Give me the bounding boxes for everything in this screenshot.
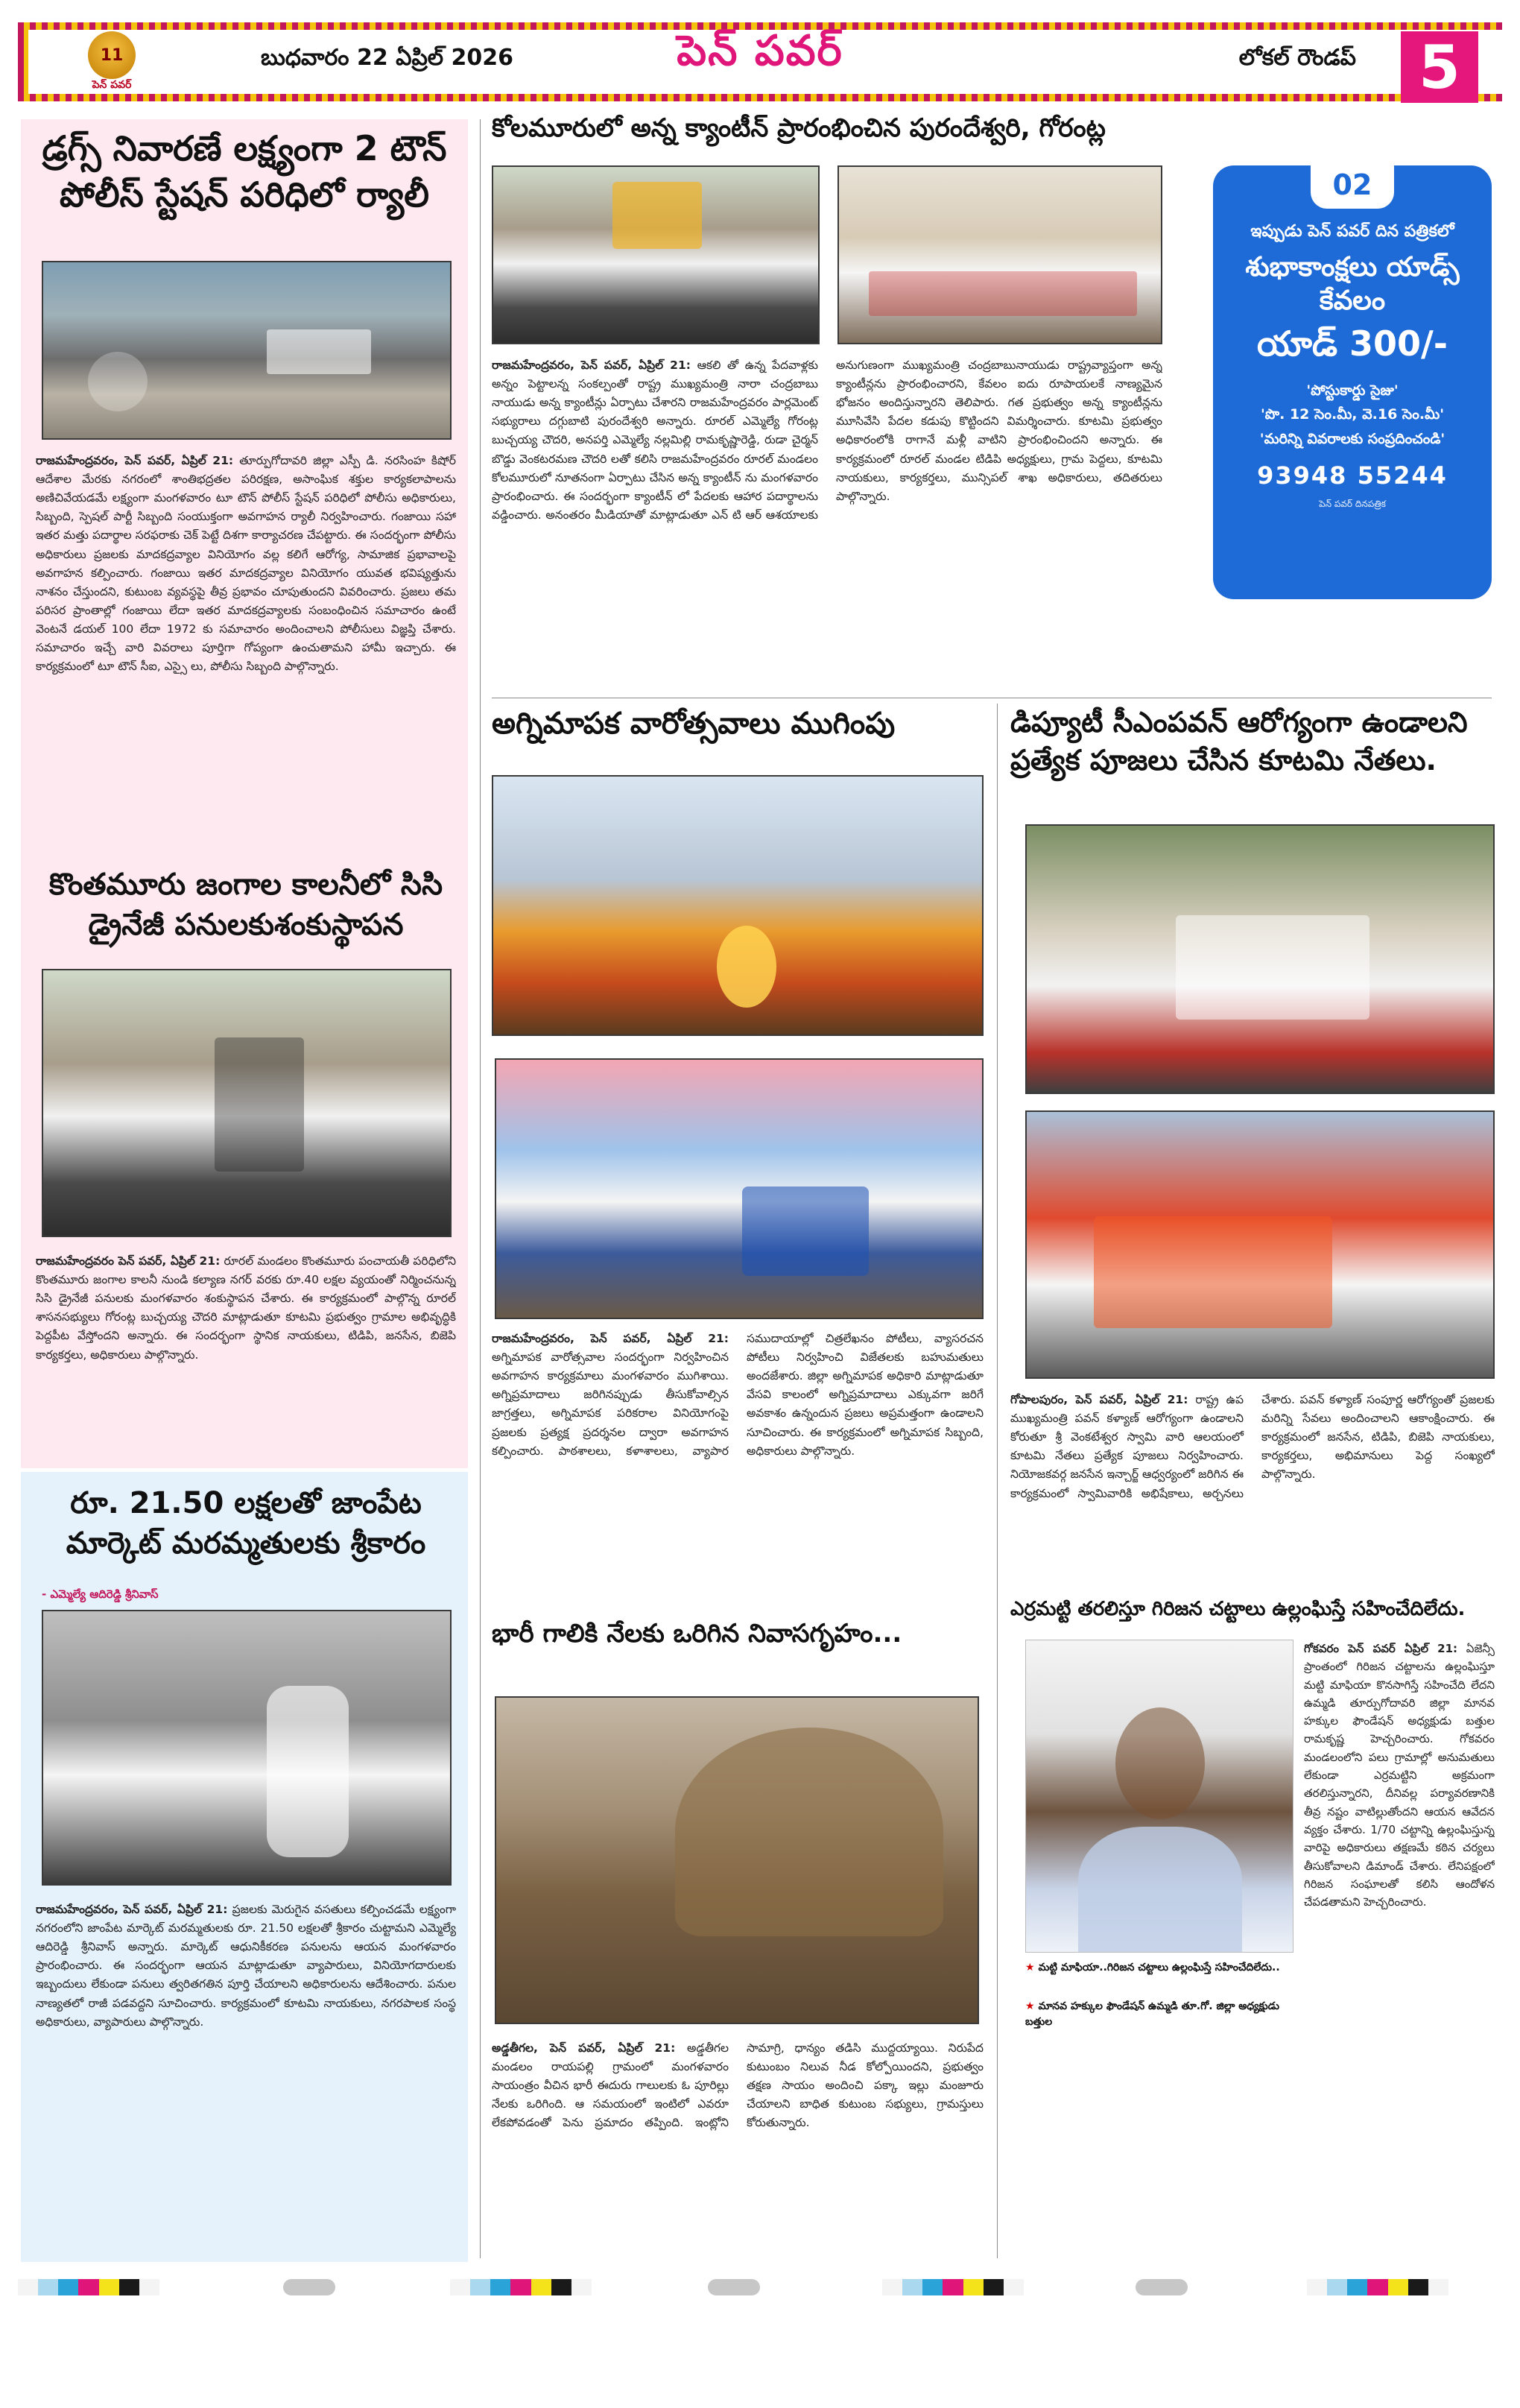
- pooja-photo-2: [1025, 1110, 1495, 1379]
- hut-collapse-body: [492, 2039, 984, 2255]
- tribal-laws-caption-1: [1025, 1960, 1293, 1997]
- hut-collapse-photo: [495, 1696, 979, 2024]
- color-swatch: [78, 2279, 98, 2295]
- wishes-advertisement[interactable]: [1213, 165, 1492, 599]
- tribal-laws-dateline: గోకవరం పెన్ పవర్ ఏప్రిల్ 21:: [1304, 1642, 1458, 1655]
- pooja-text: రాష్ట్ర ఉప ముఖ్యమంత్రి పవన్ కళ్యాణ్ ఆరోగ్యంగా ఉండాలని కోరుతూ శ్రీ వెంకటేశ్వర స్వామి వారి ఆలయంలో కూటమి నేతలు ప్రత్యేక పూజలు నిర్వహించారు. నియోజకవర్గ జనసేన ఇన్చార్జ్ ఆధ్వర్యంలో జరిగిన ఈ కార్యక్రమంలో స్వామివారికి అభిషేకాలు, అర్చనలు చేశారు. పవన్ కళ్యాణ్ సంపూర్ణ ఆరోగ్యంతో ప్రజలకు మరిన్ని సేవలు అందించాలని ఆకాంక్షించారు. ఈ కార్యక్రమంలో జనసేన, టిడిపి, బిజెపి నాయకులు, కార్యకర్తలు, అభిమానులు పెద్ద సంఖ్యలో పాల్గొన్నారు.: [1010, 1393, 1495, 1500]
- color-swatch: [551, 2279, 571, 2295]
- anna-canteen-text: ఆకలి తో ఉన్న పేదవాళ్లకు అన్నం పెట్టాలన్న సంకల్పంతో రాష్ట్ర ముఖ్యమంత్రి నారా చంద్రబాబు నాయుడు అన్న క్యాంటీన్లు ఏర్పాటు చేశారని రాజమహేంద్రవరం పార్లమెంట్ సభ్యురాలు దగ్గుబాటి పురందేశ్వరి అన్నారు. రూరల్ ఎమ్మెల్యే గోరంట్ల బుచ్చయ్య చౌదరి, అనపర్తి ఎమ్మెల్యే నల్లమిల్లి రామకృష్ణారెడ్డి, రుడా చైర్మన్ బొడ్డు వెంకటరమణ చౌదరి లతో కలిసి రాజమహేంద్రవరం రూరల్ మండలం కోలమూరులో నూతనంగా ఏర్పాటు చేసిన అన్న క్యాంటీన్ ను మంగళవారం ప్రారంభించారు. ఈ సందర్భంగా క్యాంటీన్ లో పేదలకు ఆహార పదార్థాలను వడ్డించారు. అనంతరం మీడియాతో మాట్లాడుతూ ఎన్ టి ఆర్ ఆశయాలకు అనుగుణంగా ముఖ్యమంత్రి చంద్రబాబునాయుడు రాష్ట్రవ్యాప్తంగా అన్న క్యాంటీన్లను ప్రారంభించారని, కేవలం ఐదు రూపాయలకే నాణ్యమైన భోజనం అందిస్తున్నారని తెలిపారు. గత ప్రభుత్వం అన్న క్యాంటీన్లను మూసివేసి పేదల కడుపు కొట్టిందని విమర్శించారు. కూటమి ప్రభుత్వం అధికారంలోకి రాగానే మళ్లీ వాటిని ప్రారంభించిందని అన్నారు. ఈ కార్యక్రమంలో రూరల్ మండల టిడిపి అధ్యక్షులు, గ్రామ పెద్దలు, కూటమి నాయకులు, కార్యకర్తలు, మున్సిపల్ శాఖ అధికారులు, తదితరులు పాల్గొన్నారు.: [492, 358, 1162, 522]
- paper-title: పెన్ పవర్: [677, 27, 843, 75]
- color-swatch: [1347, 2279, 1367, 2295]
- fire-week-photo-1: [492, 775, 984, 1036]
- color-swatch: [1327, 2279, 1347, 2295]
- tribal-laws-headline: ఎర్రమట్టి తరలిస్తూ గిరిజన చట్టాలు ఉల్లంఘిస్తే సహించేదిలేదు.: [1010, 1598, 1466, 1620]
- color-swatch: [902, 2279, 922, 2295]
- color-bar-3: [882, 2279, 1024, 2295]
- drainage-dateline: రాజమహేంద్రవరం పెన్ పవర్, ఏప్రిల్ 21:: [36, 1254, 221, 1268]
- color-swatch: [882, 2279, 902, 2295]
- color-swatch: [1307, 2279, 1327, 2295]
- color-bar-1: [18, 2279, 159, 2295]
- caption-1-text: మట్టి మాఫియా..గిరిజన చట్టాలు ఉల్లంఘిస్తే సహించేదిలేదు..: [1038, 1962, 1280, 1974]
- tribal-laws-body: [1304, 1640, 1495, 2251]
- color-swatch: [470, 2279, 490, 2295]
- market-byline: - ఎమ్మెల్యే ఆదిరెడ్డి శ్రీనివాస్: [42, 1587, 159, 1601]
- color-swatch: [18, 2279, 38, 2295]
- color-swatch: [922, 2279, 943, 2295]
- anna-canteen-headline: కోలమూరులో అన్న క్యాంటీన్ ప్రారంభించిన పురందేశ్వరి, గోరంట్ల: [492, 113, 1106, 143]
- tribal-laws-caption-2: [1025, 1999, 1293, 2036]
- anna-canteen-photo-2: [837, 165, 1162, 344]
- color-swatch: [119, 2279, 139, 2295]
- masthead-left-stripe: [18, 22, 28, 101]
- register-pill-1: [283, 2279, 335, 2295]
- market-headline: రూ. 21.50 లక్షలతో జాంపేట మార్కెట్ మరమ్మతులకు శ్రీకారం: [66, 1486, 426, 1561]
- center-right-rule: [997, 704, 998, 2258]
- fire-week-body: [492, 1330, 984, 1613]
- masthead-bottom-stripe: [18, 94, 1502, 101]
- market-body: [36, 1900, 456, 2251]
- color-swatch: [510, 2279, 531, 2295]
- hut-collapse-dateline: అడ్డతీగల, పెన్ పవర్, ఏప్రిల్ 21:: [492, 2041, 676, 2055]
- color-swatch: [571, 2279, 592, 2295]
- bullet-star-icon: ★: [1025, 1962, 1039, 1974]
- market-photo: [42, 1610, 452, 1886]
- color-swatch: [1408, 2279, 1428, 2295]
- drugs-rally-text: తూర్పుగోదావరి జిల్లా ఎస్పీ డి. నరసింహ కిషోర్ ఆదేశాల మేరకు నగరంలో శాంతిభద్రతల పరిరక్షణ, అసాంఘిక శక్తుల కార్యకలాపాలను అణిచివేయడమే లక్ష్యంగా మంగళవారం టూ టౌన్ పోలీస్ స్టేషన్ పరిధిలో పోలీసు అధికారులు, సిబ్బంది, స్పెషల్ పార్టీ సిబ్బంది సంయుక్తంగా అవగాహన ర్యాలీ నిర్వహించారు. గంజాయి సహా ఇతర మత్తు పదార్థాల సరఫరాకు చెక్ పెట్టే దిశగా కార్యాచరణ చేపట్టారు. ఈ సందర్భంగా పోలీసు అధికారులు ప్రజలకు మాదకద్రవ్యాల వినియోగం వల్ల కలిగే ఆరోగ్య, సామాజిక ప్రభావాలపై అవగాహన కల్పించారు. గంజాయి ఇతర మాదకద్రవ్యాల వినియోగం యువత భవిష్యత్తును నాశనం చేస్తుందని, కుటుంబ వ్యవస్థపై తీవ్ర ప్రభావం చూపుతుందని వివరించారు. ప్రజలు తమ పరిసర ప్రాంతాల్లో గంజాయి లేదా ఇతర మాదకద్రవ్యాలకు సంబంధించిన సమాచారం ఉంటే వెంటనే డయల్ 100 లేదా 1972 కు సమాచారం అందించాలని పోలీసులు విజ్ఞప్తి చేశారు. సమాచారం ఇచ్చే వారి వివరాలు పూర్తిగా గోప్యంగా ఉంచుతామని హామీ ఇచ్చారు. ఈ కార్యక్రమంలో టూ టౌన్ సీఐ, ఎస్సై లు, పోలీసు సిబ్బంది పాల్గొన్నారు.: [36, 454, 456, 674]
- ad-title: శుభాకాంక్షలు యాడ్స్ కేవలం: [1245, 252, 1460, 316]
- section-label: లోకల్ రౌండప్: [1238, 45, 1356, 71]
- drainage-body: [36, 1252, 456, 1468]
- color-bar-4: [1307, 2279, 1448, 2295]
- fire-week-photo-2: [495, 1058, 984, 1319]
- masthead-logo: [75, 31, 149, 94]
- color-swatch: [139, 2279, 159, 2295]
- color-swatch: [963, 2279, 984, 2295]
- color-swatch: [1004, 2279, 1024, 2295]
- color-swatch: [1388, 2279, 1408, 2295]
- ad-intro: ఇప్పుడు పెన్ పవర్ దిన పత్రికలో: [1250, 222, 1454, 241]
- color-swatch: [531, 2279, 551, 2295]
- fire-week-headline: అగ్నిమాపక వారోత్సవాలు ముగింపు: [492, 707, 896, 741]
- market-dateline: రాజమహేంద్రవరం, పెన్ పవర్, ఏప్రిల్ 21:: [36, 1903, 228, 1916]
- ad-dimensions: 'పొ. 12 సెం.మీ, వె.16 సెం.మీ': [1260, 406, 1445, 423]
- drugs-rally-dateline: రాజమహేంద్రవరం, పెన్ పవర్, ఏప్రిల్ 21:: [36, 454, 234, 467]
- issue-date: బుధవారం 22 ఏప్రిల్ 2026: [261, 45, 514, 71]
- ad-size: 'పోస్టుకార్డు సైజు': [1306, 382, 1399, 399]
- color-swatch: [984, 2279, 1004, 2295]
- ad-footer: పెన్ పవర్ దినపత్రిక: [1319, 498, 1386, 509]
- pooja-photo-1: [1025, 824, 1495, 1094]
- left-column-rule: [480, 119, 481, 2258]
- pooja-dateline: గోపాలపురం, పెన్ పవర్, ఏప్రిల్ 21:: [1010, 1393, 1188, 1406]
- logo-emblem-icon: 11: [88, 31, 136, 79]
- drugs-rally-body: [36, 452, 456, 854]
- market-text: ప్రజలకు మెరుగైన వసతులు కల్పించడమే లక్ష్యంగా నగరంలోని జాంపేట మార్కెట్ మరమ్మతులకు రూ. 21.50 లక్షలతో శ్రీకారం చుట్టామని ఎమ్మెల్యే ఆదిరెడ్డి శ్రీనివాస్ అన్నారు. మార్కెట్ ఆధునికీకరణ పనులను ఆయన మంగళవారం ప్రారంభించారు. ఈ సందర్భంగా ఆయన మాట్లాడుతూ వ్యాపారులు, వినియోగదారులకు ఇబ్బందులు లేకుండా పనులు త్వరితగతిన పూర్తి చేయాలని అధికారులను ఆదేశించారు. పనుల నాణ్యతలో రాజీ పడవద్దని సూచించారు. కార్యక్రమంలో కూటమి నాయకులు, నగరపాలక సంస్థ అధికారులు, వ్యాపారులు పాల్గొన్నారు.: [36, 1903, 456, 2029]
- color-swatch: [1428, 2279, 1448, 2295]
- color-swatch: [450, 2279, 470, 2295]
- ad-number: 02: [1311, 165, 1395, 209]
- anna-canteen-body: [492, 356, 1162, 692]
- tribal-laws-portrait: [1025, 1640, 1293, 1953]
- fire-week-dateline: రాజమహేంద్రవరం, పెన్ పవర్, ఏప్రిల్ 21:: [492, 1332, 729, 1345]
- drugs-rally-headline: డ్రగ్స్ నివారణే లక్ష్యంగా 2 టౌన్ పోలీస్ స్టేషన్ పరిధిలో ర్యాలీ: [42, 128, 447, 215]
- color-swatch: [1367, 2279, 1387, 2295]
- bullet-star-icon: ★: [1025, 2000, 1039, 2012]
- logo-text: పెన్ పవర్: [92, 79, 132, 91]
- color-swatch: [38, 2279, 58, 2295]
- drugs-rally-photo: [42, 261, 452, 440]
- color-swatch: [943, 2279, 963, 2295]
- drainage-photo: [42, 969, 452, 1237]
- anna-canteen-photo-1: [492, 165, 820, 344]
- caption-2-text: మానవ హక్కుల ఫౌండేషన్ ఉమ్మడి తూ.గో. జిల్లా అధ్యక్షుడు బత్తుల: [1025, 2000, 1279, 2028]
- fire-week-text: అగ్నిమాపక వారోత్సవాల సందర్భంగా నిర్వహించిన అవగాహన కార్యక్రమాలు మంగళవారం ముగిశాయి. అగ్నిప్రమాదాలు జరిగినప్పుడు తీసుకోవాల్సిన జాగ్రత్తలు, అగ్నిమాపక పరికరాల వినియోగంపై ప్రజలకు ప్రత్యక్ష ప్రదర్శనల ద్వారా అవగాహన కల్పించారు. పాఠశాలలు, కళాశాలలు, వ్యాపార సముదాయాల్లో చిత్రలేఖనం పోటీలు, వ్యాసరచన పోటీలు నిర్వహించి విజేతలకు బహుమతులు అందజేశారు. జిల్లా అగ్నిమాపక అధికారి మాట్లాడుతూ వేసవి కాలంలో అగ్నిప్రమాదాలు ఎక్కువగా జరిగే అవకాశం ఉన్నందున ప్రజలు అప్రమత్తంగా ఉండాలని సూచించారు. ఈ కార్యక్రమంలో అగ్నిమాపక సిబ్బంది, అధికారులు పాల్గొన్నారు.: [492, 1332, 984, 1458]
- ad-phone[interactable]: 93948 55244: [1257, 461, 1448, 490]
- color-swatch: [58, 2279, 78, 2295]
- anna-canteen-dateline: రాజమహేంద్రవరం, పెన్ పవర్, ఏప్రిల్ 21:: [492, 358, 691, 372]
- drainage-text: రూరల్ మండలం కొంతమూరు పంచాయతీ పరిధిలోని కొంతమూరు జంగాల కాలనీ నుండి కల్యాణ నగర్ వరకు రూ.40 లక్షల వ్యయంతో నిర్మించనున్న సిసి డ్రైనేజీ పనులకు మంగళవారం శంకుస్థాపన చేశారు. ఈ కార్యక్రమంలో పాల్గొన్న రూరల్ శాసనసభ్యులు గోరంట్ల బుచ్చయ్య చౌదరి మాట్లాడుతూ కూటమి ప్రభుత్వం గ్రామాల అభివృద్ధికి పెద్దపీట వేస్తోందని అన్నారు. ఈ సందర్భంగా స్థానిక నాయకులు, టిడిపి, జనసేన, బిజెపి కార్యకర్తలు, అధికారులు పాల్గొన్నారు.: [36, 1254, 456, 1362]
- page-number: 5: [1401, 31, 1478, 103]
- color-swatch: [99, 2279, 119, 2295]
- ad-price: యాడ్ 300/-: [1257, 323, 1448, 364]
- pooja-body: [1010, 1391, 1495, 1592]
- ad-contact: 'మరిన్ని వివరాలకు సంప్రదించండి': [1259, 430, 1445, 447]
- register-pill-2: [708, 2279, 760, 2295]
- pooja-headline: డిప్యూటీ సీఎంపవన్ ఆరోగ్యంగా ఉండాలని ప్రత్యేక పూజలు చేసిన కూటమి నేతలు.: [1010, 706, 1468, 777]
- color-swatch: [490, 2279, 510, 2295]
- color-bar-2: [450, 2279, 592, 2295]
- hut-collapse-headline: భారీ గాలికి నేలకు ఒరిగిన నివాసగృహం...: [492, 1619, 902, 1649]
- tribal-laws-text: ఏజెన్సీ ప్రాంతంలో గిరిజన చట్టాలను ఉల్లంఘిస్తూ మట్టి మాఫియా కొనసాగిస్తే సహించేది లేదని ఉమ్మడి తూర్పుగోదావరి జిల్లా మానవ హక్కుల ఫౌండేషన్ అధ్యక్షుడు బత్తుల రామకృష్ణ హెచ్చరించారు. గోకవరం మండలంలోని పలు గ్రామాల్లో అనుమతులు లేకుండా ఎర్రమట్టిని అక్రమంగా తరలిస్తున్నారని, దీనివల్ల పర్యావరణానికి తీవ్ర నష్టం వాటిల్లుతోందని ఆయన ఆవేదన వ్యక్తం చేశారు. 1/70 చట్టాన్ని ఉల్లంఘిస్తున్న వారిపై అధికారులు తక్షణమే కఠిన చర్యలు తీసుకోవాలని డిమాండ్ చేశారు. లేనిపక్షంలో గిరిజన సంఘాలతో కలిసి ఆందోళన చేపడతామని హెచ్చరించారు.: [1304, 1642, 1495, 1909]
- print-marks: [18, 2279, 1502, 2301]
- register-pill-3: [1136, 2279, 1188, 2295]
- hut-collapse-text: అడ్డతీగల మండలం రాయపల్లి గ్రామంలో మంగళవారం సాయంత్రం వీచిన భారీ ఈదురు గాలులకు ఓ పూరిల్లు నేలకు ఒరిగింది. ఆ సమయంలో ఇంటిలో ఎవరూ లేకపోవడంతో పెను ప్రమాదం తప్పింది. ఇంట్లోని సామాగ్రి, ధాన్యం తడిసి ముద్దయ్యాయి. నిరుపేద కుటుంబం నిలువ నీడ కోల్పోయిందని, ప్రభుత్వం తక్షణ సాయం అందించి పక్కా ఇల్లు మంజూరు చేయాలని బాధిత కుటుంబ సభ్యులు, గ్రామస్తులు కోరుతున్నారు.: [492, 2041, 984, 2130]
- drainage-headline: కొంతమూరు జంగాల కాలనీలో సిసి డ్రైనేజీ పనులకుశంకుస్థాపన: [48, 868, 443, 942]
